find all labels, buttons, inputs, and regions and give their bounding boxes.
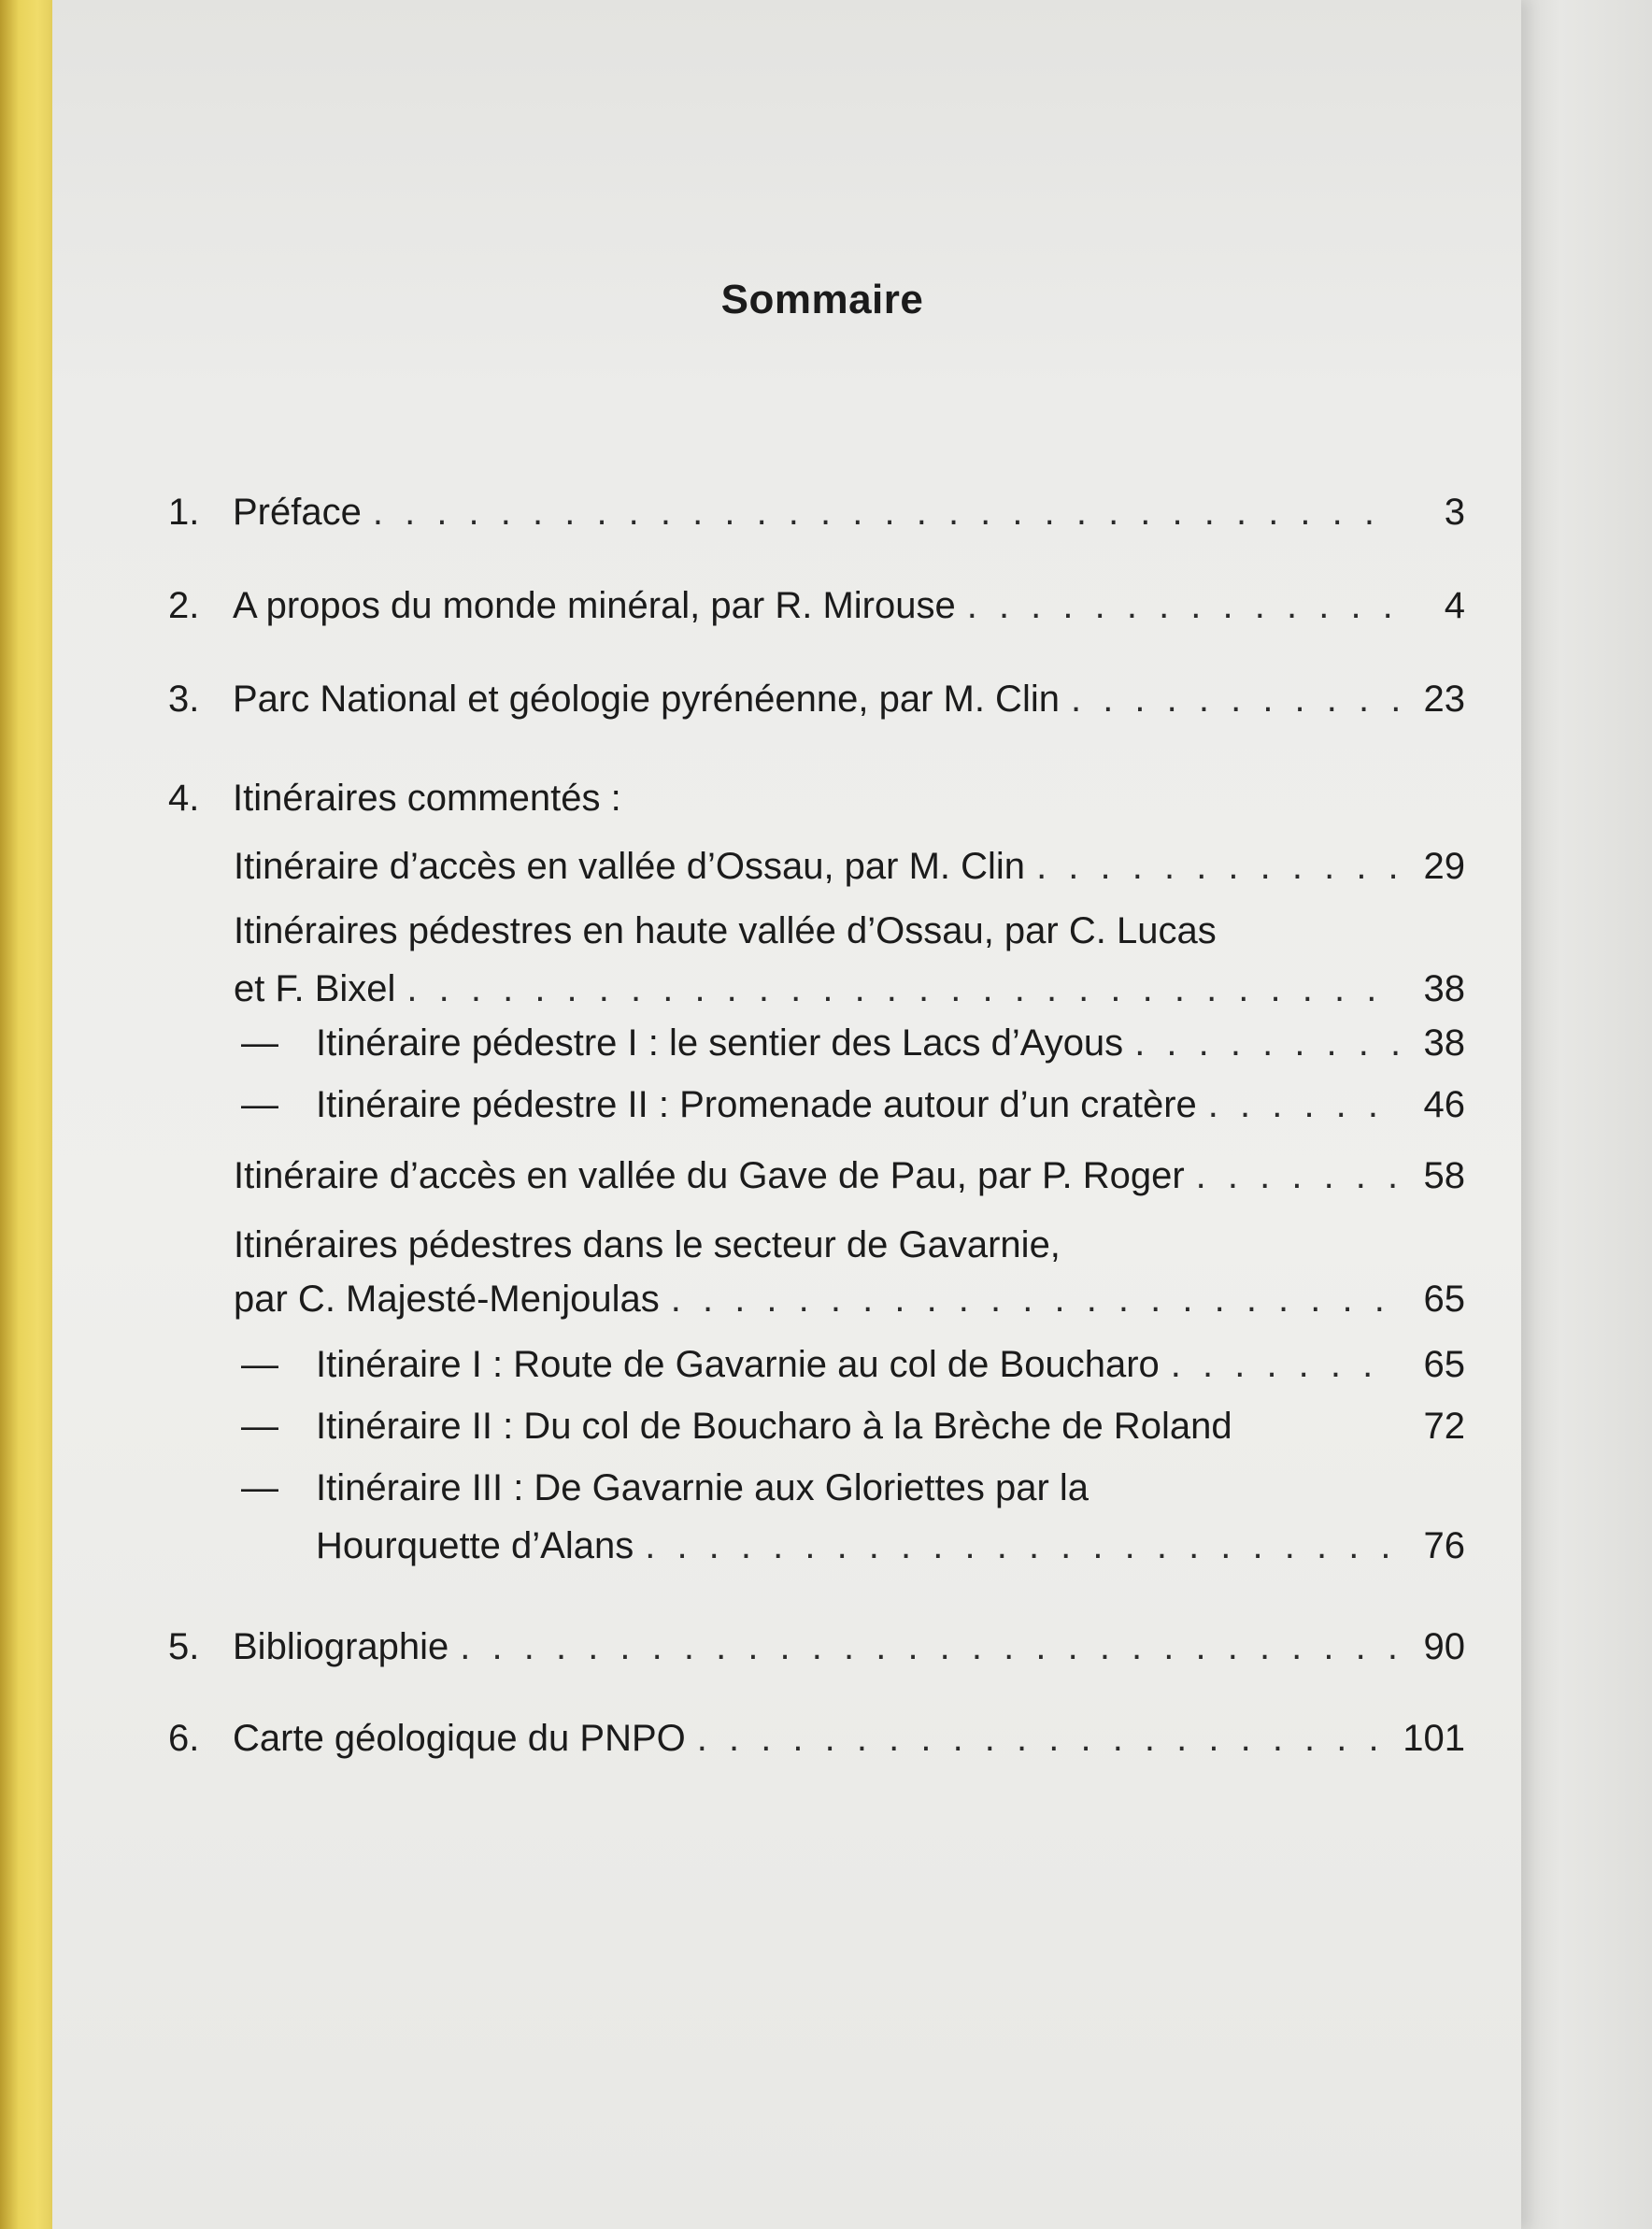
dot-leader [460,1624,1398,1669]
toc-entry-page: 76 [1423,1525,1465,1566]
toc-entry-number: 5. [168,1626,200,1667]
toc-entry-title: Préface [233,492,362,533]
toc-entry-title: Itinéraires commentés : [233,778,621,819]
em-dash: — [241,1344,278,1385]
toc-entry-title: Itinéraire II : Du col de Boucharo à la Brèche de Roland [316,1406,1232,1447]
dot-leader [1196,1153,1398,1198]
dot-leader [1171,1342,1398,1387]
toc-subsubentry [241,1404,1465,1449]
page-title: Sommaire [720,277,924,322]
toc-entry-page: 72 [1423,1406,1465,1447]
toc-entry [168,583,1465,628]
dot-leader [697,1716,1392,1761]
toc-entry-page: 90 [1423,1626,1465,1667]
dot-leader [373,490,1398,535]
toc-entry-number: 4. [168,778,200,819]
toc-subentry-line: Itinéraires pédestres en haute vallée d’Ossau, par C. Lucas [234,910,1217,951]
toc-entry-page: 65 [1423,1344,1465,1385]
em-dash: — [241,1467,278,1508]
em-dash: — [241,1406,278,1447]
toc-entry [168,1624,1465,1669]
toc-entry-title: A propos du monde minéral, par R. Mirouse [233,585,956,626]
toc-entry-title: Itinéraire d’accès en vallée du Gave de Pau, par P. Roger [234,1155,1185,1196]
toc-entry-title: Itinéraire pédestre I : le sentier des Lacs d’Ayous [316,1022,1124,1064]
toc-subsubentry-line [241,1465,1465,1510]
toc-section-heading [168,776,1465,821]
toc-entry-title: Carte géologique du PNPO [233,1718,686,1759]
toc-entry-page: 23 [1423,679,1465,720]
toc-entry-page: 4 [1444,585,1465,626]
toc-entry-title: Itinéraire d’accès en vallée d’Ossau, par M. Clin [234,846,1026,887]
toc-entry-title-line: Itinéraire III : De Gavarnie aux Gloriettes par la [316,1467,1089,1508]
toc-subsubentry [241,1342,1465,1387]
toc-entry-title: par C. Majesté-Menjoulas [234,1279,660,1320]
dot-leader [1071,677,1398,722]
toc-subentry [234,1277,1465,1322]
dot-leader [1134,1021,1398,1065]
toc-subsubentry [316,1523,1465,1568]
toc-entry-page: 38 [1423,1022,1465,1064]
toc-subentry-line: Itinéraires pédestres dans le secteur de Gavarnie, [234,1224,1061,1265]
toc-entry-page: 29 [1423,846,1465,887]
toc-entry-number: 2. [168,585,200,626]
toc-subsubentry [241,1082,1465,1127]
toc-entry-number: 1. [168,492,200,533]
toc-entry-page: 3 [1444,492,1465,533]
toc-entry-page: 65 [1423,1279,1465,1320]
toc-entry-title: Itinéraire I : Route de Gavarnie au col de Boucharo [316,1344,1160,1385]
toc-entry-page: 101 [1403,1718,1465,1759]
toc-entry-number: 6. [168,1718,200,1759]
dot-leader [967,583,1398,628]
toc-entry-title: Itinéraire pédestre II : Promenade autour d’un cratère [316,1084,1197,1125]
toc-subentry [234,1153,1465,1198]
toc-entry-title: et F. Bixel [234,968,396,1009]
dot-leader [406,966,1398,1011]
toc-entry [168,1716,1465,1761]
toc-subsubentry [241,1021,1465,1065]
dot-leader [671,1277,1398,1322]
toc-subentry [234,844,1465,889]
toc-entry-title: Bibliographie [233,1626,449,1667]
toc-entry-page: 58 [1423,1155,1465,1196]
toc-entry-page: 46 [1423,1084,1465,1125]
toc-entry-title: Hourquette d’Alans [316,1525,634,1566]
toc-entry [168,677,1465,722]
toc-subentry [234,966,1465,1011]
dot-leader [1036,844,1398,889]
dot-leader [1208,1082,1398,1127]
toc-entry [168,490,1465,535]
em-dash: — [241,1022,278,1064]
em-dash: — [241,1084,278,1125]
toc-entry-title: Parc National et géologie pyrénéenne, par M. Clin [233,679,1060,720]
toc-entry-page: 38 [1423,968,1465,1009]
toc-entry-number: 3. [168,679,200,720]
dot-leader [645,1523,1398,1568]
